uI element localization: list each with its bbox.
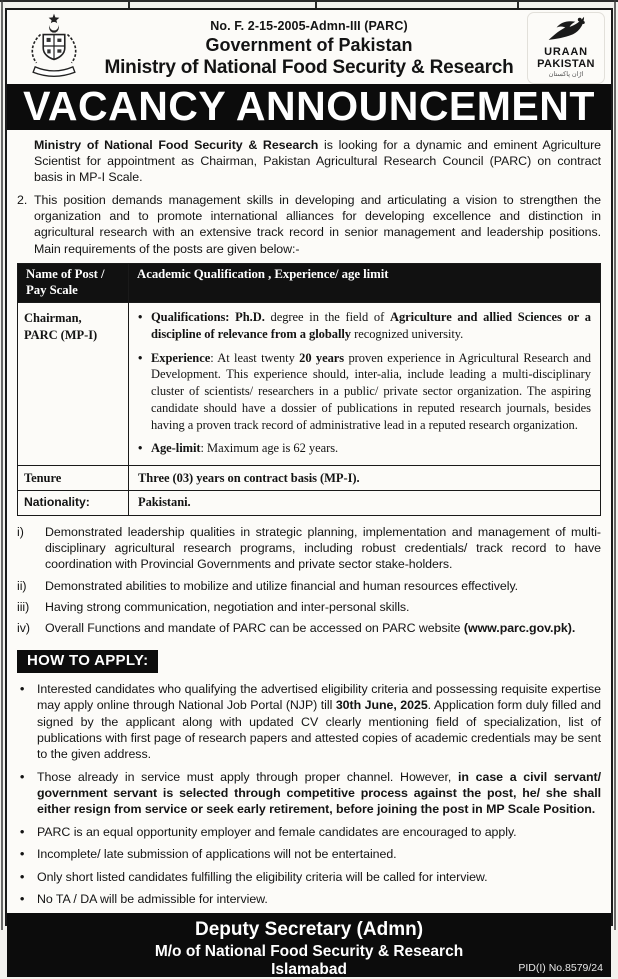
apply-bullet-text: Interested candidates who qualifying the advertised eligibility criteria and possessing requisite expertise may apply online through National Job Portal (NJP) till 30th June, 2025. Application form duly filled and signed by the applicant along with updated CV clearly mentioning field of specialization, list of publications with first page of research papers and attested copies of academic credentials may be sent to the given address. bbox=[37, 681, 601, 762]
uraan-bird-icon bbox=[544, 16, 588, 42]
qualification-cell bbox=[129, 303, 601, 466]
intro-paragraph-1 bbox=[17, 137, 601, 186]
criteria-item-iii bbox=[17, 599, 601, 615]
age-limit-text: Age-limit: Maximum age is 62 years. bbox=[151, 441, 339, 456]
pid-number: PID(I) No.8579/24 bbox=[518, 962, 603, 975]
paragraph-text: This position demands management skills in developing and articulating a vision to strengthen the organization and to promote international alliances for developing excellence and distinction in agricultural research with an extensive track record in senior management and leadership positions. Main requirements of the posts are given below:- bbox=[34, 192, 601, 256]
table-row-nationality bbox=[18, 490, 601, 515]
qualification-bullet bbox=[138, 309, 591, 343]
uraan-pakistan-logo bbox=[527, 12, 605, 84]
newspaper-column-tick bbox=[128, 0, 130, 8]
apply-bullet-proper-channel bbox=[17, 769, 601, 818]
bullet-icon bbox=[138, 440, 151, 457]
apply-bullet-text: PARC is an equal opportunity employer and female candidates are encouraged to apply. bbox=[37, 824, 517, 839]
post-name-line2: PARC (MP-I) bbox=[24, 327, 98, 342]
apply-bullet-equal-opportunity bbox=[17, 824, 601, 840]
criteria-number: iv) bbox=[17, 621, 30, 636]
apply-bullet-incomplete bbox=[17, 846, 601, 862]
newspaper-rule-right bbox=[614, 0, 616, 930]
apply-bullet-text: Those already in service must apply through proper channel. However, in case a civil servant/ government servant is selected through competitive process against the post, he/ she shall either resign from service or seek early retirement, before joining the post in MP Scale Position. bbox=[37, 769, 601, 817]
nationality-label: Nationality: bbox=[18, 490, 129, 515]
signatory-ministry: M/o of National Food Security & Research bbox=[154, 943, 464, 961]
criteria-text: Demonstrated abilities to mobilize and utilize financial and human resources effectively. bbox=[45, 578, 519, 593]
paragraph-text: Ministry of National Food Security & Research is looking for a dynamic and eminent Agriculture Scientist for appointment as Chairman, Pakistan Agricultural Research Council (PARC) on contract basis in MP-I Scale. bbox=[34, 137, 601, 185]
bullet-icon bbox=[17, 846, 37, 862]
nationality-value: Pakistani. bbox=[129, 490, 601, 515]
bullet-icon bbox=[138, 309, 151, 343]
apply-bullet-online bbox=[17, 681, 601, 763]
logo-urdu-tagline: اڑان پاکستان bbox=[548, 71, 584, 78]
apply-bullet-no-ta-da bbox=[17, 891, 601, 907]
requirements-table bbox=[17, 263, 601, 515]
bullet-icon bbox=[17, 824, 37, 840]
col-header-post: Name of Post / Pay Scale bbox=[18, 264, 129, 303]
paragraph-number: 2. bbox=[17, 192, 28, 207]
logo-text-uraan: URAAN bbox=[544, 46, 588, 58]
criteria-item-iv bbox=[17, 620, 601, 636]
criteria-text: Demonstrated leadership qualities in strategic planning, implementation and management of multi-disciplinary agricultural research programs, including robust credentials/ track record to have coordination with Provincial Governments and private sector stake-holders. bbox=[45, 524, 601, 572]
bullet-icon bbox=[17, 891, 37, 907]
apply-bullet-text: No TA / DA will be admissible for interview. bbox=[37, 891, 268, 906]
age-limit-bullet bbox=[138, 440, 591, 457]
paragraph-number bbox=[17, 137, 34, 186]
newspaper-rule-top bbox=[0, 0, 618, 2]
intro-paragraph-2 bbox=[17, 192, 601, 258]
signatory-title: Deputy Secretary (Admn) bbox=[194, 919, 424, 941]
how-to-apply-heading: HOW TO APPLY: bbox=[17, 650, 158, 673]
reference-number: No. F. 2-15-2005-Admn-III (PARC) bbox=[210, 19, 408, 34]
table-row-chairman bbox=[18, 303, 601, 466]
criteria-item-ii bbox=[17, 578, 601, 594]
apply-bullet-text: Only short listed candidates fulfilling the eligibility criteria will be called for interview. bbox=[37, 869, 488, 884]
criteria-text: Having strong communication, negotiation and inter-personal skills. bbox=[45, 600, 410, 615]
criteria-text: Overall Functions and mandate of PARC can be accessed on PARC website (www.parc.gov.pk). bbox=[45, 621, 576, 636]
criteria-number: iii) bbox=[17, 600, 30, 615]
header-titles bbox=[91, 17, 527, 78]
table-row-tenure bbox=[18, 466, 601, 491]
ad-body bbox=[7, 130, 611, 914]
criteria-number: ii) bbox=[17, 578, 27, 593]
criteria-number: i) bbox=[17, 524, 24, 539]
tenure-value: Three (03) years on contract basis (MP-I). bbox=[129, 466, 601, 491]
apply-bullet-shortlisted bbox=[17, 869, 601, 885]
col-header-qualification: Academic Qualification , Experience/ age limit bbox=[129, 264, 601, 303]
experience-text: Experience: At least twenty 20 years proven experience in Agricultural Research and Development. This experience should, inter-alia, include leading a multi-disciplinary cluster of scientists/ researchers in a public/ private sector organization. The aspiring candidate should have a dossier of publications in reputed research journals, besides having a proven track record of administrative lead in a reputed research organization. bbox=[151, 350, 592, 432]
criteria-item-i bbox=[17, 524, 601, 573]
bullet-icon bbox=[17, 681, 37, 763]
qualification-text: Qualifications: Ph.D. degree in the field of Agriculture and allied Sciences or a discipline of relevance from a globally recognized university. bbox=[151, 310, 591, 341]
vacancy-advertisement bbox=[5, 8, 613, 978]
vacancy-announcement-banner: VACANCY ANNOUNCEMENT bbox=[7, 84, 611, 130]
signatory-city: Islamabad bbox=[271, 961, 347, 978]
experience-bullet bbox=[138, 350, 591, 434]
ad-header bbox=[7, 10, 611, 84]
apply-bullet-text: Incomplete/ late submission of applications will not be entertained. bbox=[37, 847, 397, 862]
pakistan-state-emblem-icon bbox=[17, 13, 91, 83]
signature-footer bbox=[7, 913, 611, 977]
logo-text-pakistan: PAKISTAN bbox=[537, 58, 595, 70]
newspaper-rule-left bbox=[1, 0, 3, 930]
post-name-cell bbox=[18, 303, 129, 466]
bullet-icon bbox=[17, 769, 37, 818]
bullet-icon bbox=[138, 350, 151, 434]
newspaper-column-tick bbox=[517, 0, 519, 8]
tenure-label: Tenure bbox=[18, 466, 129, 491]
post-name-line1: Chairman, bbox=[24, 311, 82, 326]
table-header-row bbox=[18, 264, 601, 303]
bullet-icon bbox=[17, 869, 37, 885]
newspaper-column-tick bbox=[315, 0, 317, 8]
ministry-title: Ministry of National Food Security & Research bbox=[104, 57, 514, 79]
government-title: Government of Pakistan bbox=[205, 35, 413, 56]
